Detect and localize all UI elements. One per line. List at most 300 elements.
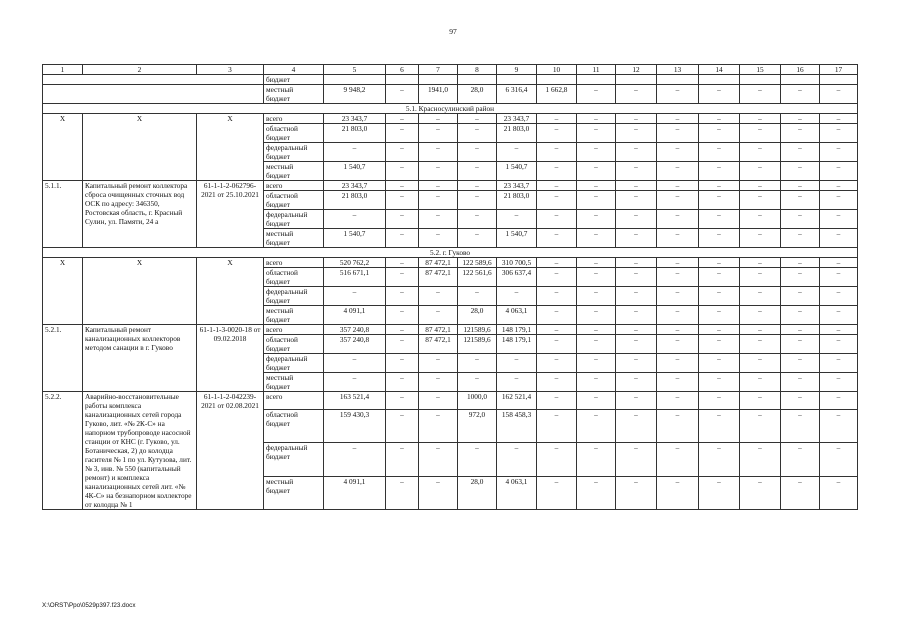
value-cell: –: [616, 229, 657, 248]
value-cell: –: [386, 306, 419, 325]
budget-type-label: всего: [266, 181, 283, 190]
budget-type-label: бюджет: [266, 452, 290, 462]
value-cell: –: [699, 268, 740, 287]
value-cell: –: [497, 443, 537, 476]
value-cell: –: [820, 210, 858, 229]
budget-type-label: областной: [266, 191, 298, 200]
budget-type-cell: [264, 114, 324, 124]
value-cell: 23 343,7: [324, 181, 386, 191]
program-funding-table: [42, 64, 858, 510]
value-cell: –: [740, 162, 781, 181]
budget-type-label: бюджет: [266, 296, 290, 305]
value-cell: –: [577, 287, 616, 306]
x-mark: Х: [43, 258, 83, 325]
value-cell: –: [537, 114, 577, 124]
value-cell: –: [577, 143, 616, 162]
value-cell: –: [657, 306, 699, 325]
value-cell: –: [781, 124, 820, 143]
value-cell: –: [781, 210, 820, 229]
value-cell: 21 803,0: [324, 191, 386, 210]
budget-type-cell: [264, 392, 324, 410]
empty-cell: [740, 75, 781, 85]
value-cell: –: [577, 85, 616, 104]
value-cell: –: [820, 392, 858, 410]
x-mark: Х: [83, 114, 197, 181]
value-cell: –: [781, 85, 820, 104]
value-cell: –: [386, 210, 419, 229]
value-cell: –: [537, 258, 577, 268]
budget-type-label: областной: [266, 409, 298, 419]
value-cell: –: [386, 229, 419, 248]
value-cell: 1 540,7: [497, 162, 537, 181]
value-cell: 4 091,1: [324, 306, 386, 325]
value-cell: –: [740, 335, 781, 354]
value-cell: –: [781, 143, 820, 162]
budget-type-label: бюджет: [266, 133, 290, 142]
value-cell: –: [820, 373, 858, 392]
header-row: [43, 65, 858, 75]
value-cell: –: [419, 143, 458, 162]
value-cell: –: [740, 181, 781, 191]
value-cell: –: [537, 143, 577, 162]
item-number: 5.2.1.: [43, 325, 83, 392]
value-cell: –: [657, 325, 699, 335]
budget-type-label: федеральный: [266, 443, 308, 453]
value-cell: 87 472,1: [419, 335, 458, 354]
value-cell: –: [781, 409, 820, 442]
value-cell: –: [386, 354, 419, 373]
value-cell: –: [616, 85, 657, 104]
value-cell: –: [699, 306, 740, 325]
value-cell: –: [820, 354, 858, 373]
summary-row: [43, 258, 858, 268]
budget-type-label: бюджет: [266, 382, 290, 391]
section-title: 5.1. Красносулинский район: [43, 104, 858, 114]
value-cell: –: [820, 476, 858, 509]
value-cell: –: [577, 354, 616, 373]
value-cell: –: [616, 162, 657, 181]
value-cell: –: [781, 373, 820, 392]
value-cell: –: [497, 287, 537, 306]
section-title: 5.2. г. Гуково: [43, 248, 858, 258]
empty-cell: [419, 75, 458, 85]
value-cell: 1 540,7: [324, 229, 386, 248]
value-cell: –: [781, 258, 820, 268]
value-cell: 6 316,4: [497, 85, 537, 104]
budget-type-cell: [264, 373, 324, 392]
value-cell: –: [781, 392, 820, 410]
value-cell: –: [820, 325, 858, 335]
value-cell: –: [616, 181, 657, 191]
value-cell: –: [497, 143, 537, 162]
value-cell: –: [386, 392, 419, 410]
column-number: 5: [324, 65, 386, 75]
value-cell: –: [386, 373, 419, 392]
value-cell: –: [458, 162, 497, 181]
budget-type-label: бюджет: [266, 363, 290, 372]
empty-cell: [43, 75, 264, 85]
file-path-footer: X:\ORST\Ppo\0529p397.f23.docx: [42, 602, 136, 609]
value-cell: –: [616, 210, 657, 229]
value-cell: –: [537, 373, 577, 392]
empty-cell: [537, 75, 577, 85]
value-cell: 1000,0: [458, 392, 497, 410]
value-cell: –: [537, 354, 577, 373]
value-cell: 357 240,8: [324, 325, 386, 335]
value-cell: 1 540,7: [497, 229, 537, 248]
summary-row: [43, 114, 858, 124]
value-cell: –: [740, 85, 781, 104]
value-cell: –: [537, 268, 577, 287]
value-cell: –: [740, 210, 781, 229]
continuation-local-row: [43, 85, 858, 104]
value-cell: –: [616, 124, 657, 143]
item-document: 61-1-1-2-062796-2021 от 25.10.2021: [197, 181, 264, 248]
value-cell: –: [386, 162, 419, 181]
value-cell: –: [699, 354, 740, 373]
budget-type-cell: [264, 191, 324, 210]
budget-type-label: бюджет: [266, 344, 290, 353]
value-cell: –: [699, 287, 740, 306]
value-cell: –: [537, 181, 577, 191]
column-number: 15: [740, 65, 781, 75]
value-cell: –: [820, 268, 858, 287]
value-cell: –: [740, 287, 781, 306]
value-cell: 28,0: [458, 85, 497, 104]
value-cell: –: [657, 114, 699, 124]
value-cell: –: [740, 114, 781, 124]
value-cell: –: [458, 191, 497, 210]
value-cell: –: [577, 306, 616, 325]
value-cell: –: [616, 268, 657, 287]
budget-type-label: бюджет: [266, 94, 290, 103]
value-cell: –: [419, 476, 458, 509]
column-number: 12: [616, 65, 657, 75]
budget-type-label: бюджет: [266, 200, 290, 209]
value-cell: –: [419, 181, 458, 191]
value-cell: –: [419, 229, 458, 248]
value-cell: –: [657, 162, 699, 181]
value-cell: 310 700,5: [497, 258, 537, 268]
value-cell: –: [820, 229, 858, 248]
value-cell: –: [781, 335, 820, 354]
value-cell: –: [458, 443, 497, 476]
value-cell: –: [497, 373, 537, 392]
value-cell: –: [616, 392, 657, 410]
value-cell: –: [781, 325, 820, 335]
value-cell: 148 179,1: [497, 335, 537, 354]
value-cell: 1 662,8: [537, 85, 577, 104]
value-cell: –: [386, 409, 419, 442]
value-cell: 21 803,0: [497, 124, 537, 143]
value-cell: –: [386, 258, 419, 268]
value-cell: –: [781, 476, 820, 509]
value-cell: –: [740, 409, 781, 442]
value-cell: –: [386, 268, 419, 287]
value-cell: –: [820, 114, 858, 124]
item-number: 5.2.2.: [43, 392, 83, 510]
value-cell: –: [699, 143, 740, 162]
value-cell: –: [386, 181, 419, 191]
value-cell: –: [386, 124, 419, 143]
value-cell: –: [699, 392, 740, 410]
value-cell: –: [699, 373, 740, 392]
value-cell: –: [497, 210, 537, 229]
section-title-row: [43, 248, 858, 258]
value-cell: –: [577, 409, 616, 442]
value-cell: –: [386, 85, 419, 104]
value-cell: –: [537, 335, 577, 354]
budget-type-cell: [264, 287, 324, 306]
budget-type-label: всего: [266, 325, 283, 334]
value-cell: 28,0: [458, 476, 497, 509]
x-mark: Х: [197, 114, 264, 181]
value-cell: –: [699, 114, 740, 124]
budget-type-label: бюджет: [266, 315, 290, 324]
value-cell: –: [577, 476, 616, 509]
empty-cell: [458, 75, 497, 85]
value-cell: –: [657, 191, 699, 210]
value-cell: 28,0: [458, 306, 497, 325]
value-cell: 148 179,1: [497, 325, 537, 335]
budget-type-cell: [264, 443, 324, 476]
value-cell: –: [386, 335, 419, 354]
column-number: 16: [781, 65, 820, 75]
value-cell: –: [419, 162, 458, 181]
value-cell: –: [781, 181, 820, 191]
value-cell: –: [577, 392, 616, 410]
value-cell: –: [537, 325, 577, 335]
empty-cell: [577, 75, 616, 85]
value-cell: –: [740, 268, 781, 287]
value-cell: –: [324, 354, 386, 373]
value-cell: –: [616, 476, 657, 509]
empty-cell: [386, 75, 419, 85]
value-cell: 122 561,6: [458, 268, 497, 287]
value-cell: –: [386, 325, 419, 335]
budget-type-cell: [264, 325, 324, 335]
value-cell: –: [781, 354, 820, 373]
budget-type-label: бюджет: [266, 171, 290, 180]
value-cell: –: [657, 392, 699, 410]
value-cell: –: [537, 210, 577, 229]
value-cell: 520 762,2: [324, 258, 386, 268]
value-cell: –: [781, 306, 820, 325]
value-cell: 87 472,1: [419, 258, 458, 268]
budget-type-cell: [264, 75, 324, 85]
value-cell: 1 540,7: [324, 162, 386, 181]
budget-type-label: бюджет: [266, 75, 290, 84]
value-cell: –: [820, 335, 858, 354]
column-number: 2: [83, 65, 197, 75]
value-cell: –: [699, 443, 740, 476]
budget-type-label: областной: [266, 268, 298, 277]
value-cell: 23 343,7: [324, 114, 386, 124]
budget-type-label: местный: [266, 306, 294, 315]
value-cell: 4 091,1: [324, 476, 386, 509]
budget-type-cell: [264, 162, 324, 181]
empty-cell: [657, 75, 699, 85]
value-cell: –: [820, 306, 858, 325]
column-number: 17: [820, 65, 858, 75]
value-cell: –: [458, 287, 497, 306]
value-cell: –: [740, 354, 781, 373]
continuation-budget-row: [43, 75, 858, 85]
budget-type-label: федеральный: [266, 210, 308, 219]
value-cell: –: [657, 258, 699, 268]
value-cell: –: [419, 306, 458, 325]
value-cell: –: [657, 443, 699, 476]
value-cell: –: [699, 85, 740, 104]
value-cell: –: [419, 287, 458, 306]
value-cell: –: [820, 124, 858, 143]
value-cell: –: [537, 443, 577, 476]
empty-cell: [43, 85, 264, 104]
value-cell: –: [820, 181, 858, 191]
item-name: Капитальный ремонт канализационных коллекторов методом санации в г. Гуково: [83, 325, 197, 392]
value-cell: –: [616, 409, 657, 442]
value-cell: –: [577, 162, 616, 181]
value-cell: –: [616, 325, 657, 335]
value-cell: –: [577, 443, 616, 476]
value-cell: –: [616, 143, 657, 162]
value-cell: –: [537, 229, 577, 248]
value-cell: –: [386, 143, 419, 162]
budget-type-label: всего: [266, 392, 283, 401]
value-cell: –: [577, 373, 616, 392]
value-cell: –: [657, 476, 699, 509]
value-cell: –: [458, 229, 497, 248]
value-cell: –: [419, 443, 458, 476]
budget-type-cell: [264, 229, 324, 248]
item-row: [43, 181, 858, 191]
value-cell: –: [537, 162, 577, 181]
budget-type-cell: [264, 306, 324, 325]
budget-type-cell: [264, 143, 324, 162]
value-cell: –: [699, 191, 740, 210]
value-cell: –: [419, 210, 458, 229]
value-cell: –: [419, 354, 458, 373]
value-cell: –: [577, 268, 616, 287]
value-cell: –: [616, 191, 657, 210]
budget-type-label: бюджет: [266, 152, 290, 161]
column-number: 3: [197, 65, 264, 75]
value-cell: –: [458, 210, 497, 229]
value-cell: –: [781, 268, 820, 287]
value-cell: 121589,6: [458, 325, 497, 335]
budget-type-cell: [264, 258, 324, 268]
value-cell: –: [657, 373, 699, 392]
value-cell: –: [699, 409, 740, 442]
value-cell: 122 589,6: [458, 258, 497, 268]
value-cell: –: [419, 191, 458, 210]
value-cell: –: [577, 210, 616, 229]
empty-cell: [820, 75, 858, 85]
budget-type-cell: [264, 181, 324, 191]
budget-type-label: областной: [266, 335, 298, 344]
value-cell: –: [537, 287, 577, 306]
value-cell: –: [419, 114, 458, 124]
value-cell: 121589,6: [458, 335, 497, 354]
budget-type-label: местный: [266, 476, 294, 486]
value-cell: –: [577, 191, 616, 210]
value-cell: –: [740, 143, 781, 162]
value-cell: –: [699, 476, 740, 509]
empty-cell: [781, 75, 820, 85]
value-cell: –: [820, 85, 858, 104]
value-cell: –: [577, 325, 616, 335]
value-cell: 357 240,8: [324, 335, 386, 354]
budget-type-label: всего: [266, 258, 283, 267]
value-cell: –: [577, 124, 616, 143]
value-cell: –: [699, 325, 740, 335]
value-cell: –: [740, 443, 781, 476]
value-cell: 159 430,3: [324, 409, 386, 442]
column-number: 9: [497, 65, 537, 75]
item-name: Капитальный ремонт коллектора сброса очищенных сточных вод ОСК по адресу: 346350, Ростовская область, г. Красный Сулин, ул. Памяти, 24 а: [83, 181, 197, 248]
value-cell: –: [537, 409, 577, 442]
column-number: 1: [43, 65, 83, 75]
section-title-row: [43, 104, 858, 114]
budget-type-cell: [264, 335, 324, 354]
value-cell: –: [699, 335, 740, 354]
value-cell: 21 803,0: [324, 124, 386, 143]
value-cell: 23 343,7: [497, 181, 537, 191]
value-cell: –: [820, 409, 858, 442]
value-cell: –: [537, 392, 577, 410]
value-cell: –: [458, 181, 497, 191]
value-cell: –: [537, 476, 577, 509]
budget-type-label: федеральный: [266, 354, 308, 363]
value-cell: –: [386, 476, 419, 509]
value-cell: –: [740, 191, 781, 210]
value-cell: –: [458, 143, 497, 162]
value-cell: –: [577, 258, 616, 268]
empty-cell: [616, 75, 657, 85]
value-cell: –: [820, 258, 858, 268]
value-cell: –: [458, 124, 497, 143]
budget-type-cell: [264, 409, 324, 442]
value-cell: –: [324, 373, 386, 392]
value-cell: –: [699, 162, 740, 181]
item-row: [43, 392, 858, 410]
value-cell: –: [577, 335, 616, 354]
column-number: 14: [699, 65, 740, 75]
value-cell: –: [616, 373, 657, 392]
empty-cell: [497, 75, 537, 85]
value-cell: –: [781, 191, 820, 210]
value-cell: –: [740, 124, 781, 143]
value-cell: –: [657, 354, 699, 373]
budget-type-cell: [264, 354, 324, 373]
value-cell: –: [781, 229, 820, 248]
value-cell: 162 521,4: [497, 392, 537, 410]
value-cell: –: [699, 124, 740, 143]
value-cell: –: [657, 335, 699, 354]
value-cell: –: [616, 335, 657, 354]
value-cell: –: [740, 392, 781, 410]
item-name: Аварийно-восстановительные работы комплекса канализационных сетей города Гуково, лит. «№ 2К-С» на напорном трубопроводе насосной станции от КНС (г. Гуково, ул. Ботаническая, 2) до колодца гасителя № 1 по ул. Кутузова, лит. № 3, инв. № 550 (капитальный ремонт) и комплекса канализационных сетей лит. «№ 4К-С» на безнапорном коллекторе от колодца № 1: [83, 392, 197, 510]
column-number: 8: [458, 65, 497, 75]
value-cell: 4 063,1: [497, 476, 537, 509]
value-cell: –: [616, 114, 657, 124]
value-cell: –: [699, 258, 740, 268]
value-cell: 163 521,4: [324, 392, 386, 410]
value-cell: –: [497, 354, 537, 373]
value-cell: –: [740, 258, 781, 268]
value-cell: –: [577, 229, 616, 248]
column-number: 4: [264, 65, 324, 75]
